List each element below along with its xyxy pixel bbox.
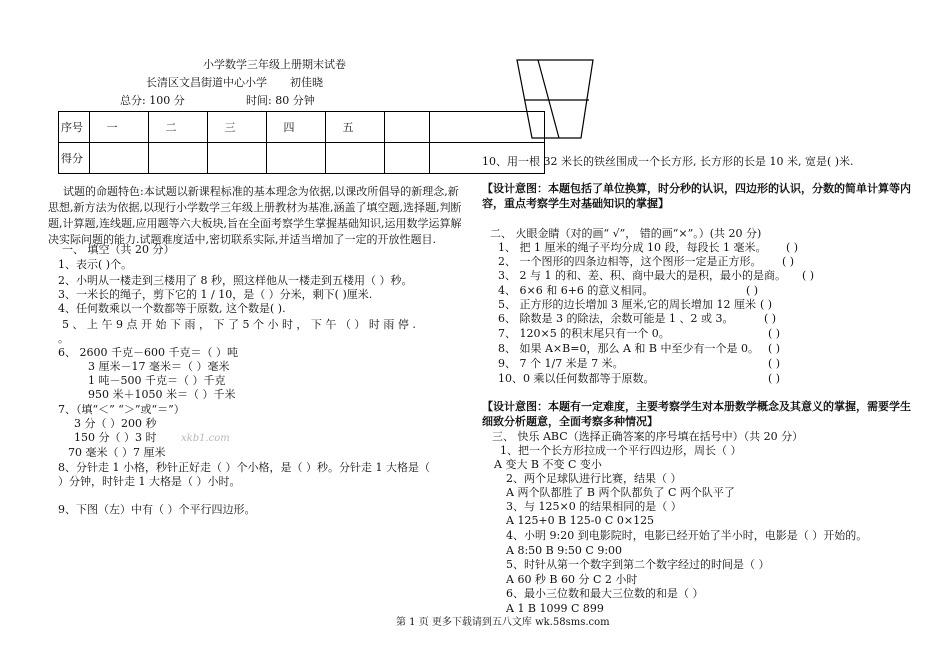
question-10: 10、用一根 32 米长的铁丝围成一个长方形, 长方形的长是 10 米, 宽是( )米. (482, 155, 854, 168)
table-cell: 序号 (59, 112, 90, 143)
answer-paren: ( ) (768, 342, 781, 355)
watermark: xkb1.com (181, 433, 230, 444)
table-cell: 五 (326, 112, 385, 143)
intro-line: 试题的命题特色:本试题以新课程标准的基本理念为依据,以课改所倡导的新理念,新 (63, 185, 459, 198)
choice-question: 3、与 125×0 的结果相同的是（ ） (506, 500, 682, 513)
choice-question: 1、把一个长方形拉成一个平行四边形，周长（ ） (500, 444, 742, 457)
table-cell (385, 112, 430, 143)
answer-paren: ( ) (802, 269, 815, 282)
table-cell (149, 143, 208, 174)
section1-title: 一、 填空（共 20 分） (62, 243, 175, 256)
judge-item: 7、 120×5 的积末尾只有一个 0。 (498, 327, 670, 340)
question-7-item: 70 毫米（ ）7 厘米 (68, 446, 166, 459)
question-5: 5 、 上 午 9 点 开 始 下 雨 ， 下 了 5 个 小 时 ， 下 午 （ ） 时 雨 停 . (62, 318, 416, 331)
question-3: 3、一米长的绳子，剪下它的 1 / 10，是（ ）分米，剩下( )厘米. (58, 288, 373, 301)
question-7-item: 3 分（ ）200 秒 (74, 417, 157, 430)
question-9: 9、下图（左）中有（ ）个平行四边形。 (58, 503, 256, 516)
table-cell (208, 143, 267, 174)
table-cell (326, 143, 385, 174)
judge-item: 1、 把 1 厘米的绳子平均分成 10 段，每段长 1 毫米。 (498, 241, 767, 254)
table-cell (267, 143, 326, 174)
choice-options: A 8:50 B 9:50 C 9:00 (506, 544, 623, 557)
table-cell: 一 (90, 112, 149, 143)
intro-line: 思想,新方法为依据,以现行小学数学三年级上册教材为基准,涵盖了填空题,选择题,判断 (48, 201, 462, 214)
answer-paren: ( ) (782, 255, 795, 268)
question-6-line: 1 吨－500 千克＝（ ）千克 (88, 374, 226, 387)
score-table-row-index (59, 112, 545, 143)
question-4: 4、任何数乘以一个数都等于原数, 这个数是( ). (58, 302, 286, 315)
judge-item: 3、 2 与 1 的和、差、积、商中最大的是积，最小的是商。 (498, 269, 786, 282)
judge-item: 9、 7 个 1/7 米是 7 米。 (498, 357, 624, 370)
time-limit: 时间: 80 分钟 (246, 94, 315, 107)
trapezoid-figure (510, 55, 600, 145)
choice-question: 2、两个足球队进行比赛，结果（ ） (506, 472, 682, 485)
choice-question: 6、最小三位数和最大三位数的和是（ ） (506, 587, 704, 600)
choice-options: A 变大 B 不变 C 变小 (494, 458, 602, 471)
question-6-line: 950 米＋1050 米＝（ ）千米 (88, 388, 236, 401)
section3-title: 三、 快乐 ABC（选择正确答案的序号填在括号中）（共 20 分） (492, 430, 804, 443)
paper-title: 小学数学三年级上册期末试卷 (203, 58, 346, 71)
school-name: 长清区文昌街道中心小学 (146, 76, 267, 89)
table-cell: 二 (149, 112, 208, 143)
question-8-cont: ）分钟，时针走 1 大格是（ ）小时。 (58, 475, 241, 488)
page-footer: 第 1 页 更多下载请到五八文库 wk.58sms.com (396, 617, 610, 628)
answer-paren: ( ) (768, 327, 781, 340)
design-note-1: 【设计意图：本题包括了单位换算，时分秒的认识，四边形的认识，分数的简单计算等内容，重点考察学生对基础知识的掌握】 (482, 182, 911, 210)
choice-options: A 125+0 B 125-0 C 0×125 (506, 514, 655, 527)
choice-options: A 两个队都胜了 B 两个队都负了 C 两个队平了 (506, 486, 735, 499)
score-table-row-score (59, 143, 545, 174)
judge-item: 6、 除数是 3 的除法，余数可能是 1 、2 或 3。 (498, 312, 734, 325)
trapezoid-outline (517, 60, 593, 138)
choice-options: A 1 B 1099 C 899 (506, 602, 604, 615)
answer-paren: ( ) (760, 298, 773, 311)
question-5-cont: 。 (58, 332, 69, 345)
answer-paren: ( ) (786, 241, 799, 254)
teacher-name: 初佳晓 (290, 76, 323, 89)
question-6-line: 3 厘米－17 毫米＝（ ）毫米 (88, 360, 230, 373)
judge-item: 2、 一个图形的四条边相等，这个图形一定是正方形。 (498, 255, 762, 268)
table-cell: 得分 (59, 143, 90, 174)
judge-item: 4、 6×6 和 6+6 的意义相同。 (498, 284, 654, 297)
total-score: 总分: 100 分 (120, 94, 185, 107)
table-cell (385, 143, 430, 174)
intro-line: 决实际问题的能力.试题难度适中,密切联系实际,并适当增加了一定的开放性题目. (48, 233, 436, 246)
choice-question: 5、时针从第一个数字到第二个数字经过的时间是（ ） (506, 558, 770, 571)
question-7-title: 7、（填“＜” “＞”或“＝”） (58, 403, 185, 416)
question-1: 1、表示( )个。 (58, 258, 133, 271)
choice-options: A 60 秒 B 60 分 C 2 小时 (506, 573, 638, 586)
table-cell: 四 (267, 112, 326, 143)
question-6-line: 6、 2600 千克－600 千克＝（ ）吨 (58, 346, 238, 359)
section2-title: 二、 火眼金睛（对的画“ √”， 错的画“×”。）(共 20 分) (490, 227, 762, 240)
score-table (58, 111, 545, 174)
judge-item: 8、 如果 A×B=0，那么 A 和 B 中至少有一个是 0。 (498, 342, 759, 355)
judge-item: 10、0 乘以任何数都等于原数。 (498, 372, 655, 385)
question-2: 2、小明从一楼走到三楼用了 8 秒，照这样他从一楼走到五楼用（ ）秒。 (58, 274, 413, 287)
intro-line: 题,计算题,连线题,应用题等六大板块,旨在全面考察学生掌握基础知识,运用数学运算解 (48, 217, 462, 230)
answer-paren: ( ) (746, 284, 759, 297)
answer-paren: ( ) (768, 357, 781, 370)
design-note-2: 【设计意图：本题有一定难度，主要考察学生对本册数学概念及其意义的掌握，需要学生细致分析题意，全面考察多种情况】 (482, 400, 911, 428)
judge-item: 5、 正方形的边长增加 3 厘米,它的周长增加 12 厘米 (498, 298, 756, 311)
answer-paren: ( ) (768, 372, 781, 385)
trapezoid-divider (538, 60, 559, 138)
table-cell: 三 (208, 112, 267, 143)
table-cell (90, 143, 149, 174)
answer-paren: ( ) (764, 312, 777, 325)
choice-question: 4、小明 9:20 到电影院时，电影已经开始了半小时，电影是（ ）开始的。 (506, 529, 868, 542)
question-8: 8、分针走 1 小格，秒针正好走（ ）个小格，是（ ）秒。分针走 1 大格是（ (58, 461, 430, 474)
question-7-item: 150 分（ ）3 时 (74, 431, 157, 444)
